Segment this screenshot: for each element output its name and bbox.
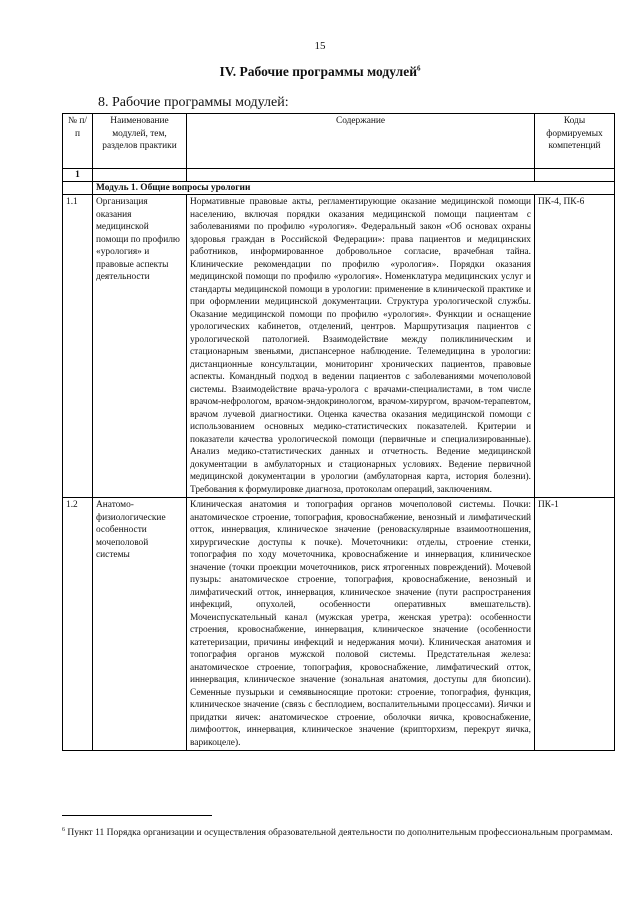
row-num: 1.1 [63,195,93,498]
column-number-cell [187,169,535,182]
column-number-row [63,169,615,182]
header-name: Наименование модулей, тем, разделов практики [93,114,187,169]
section-title-text: IV. Рабочие программы модулей [219,64,417,79]
modules-table [62,113,615,751]
table-row [63,498,615,751]
footnote-reference: 6 [416,64,421,73]
row-codes: ПК-4, ПК-6 [535,195,615,498]
page-number: 15 [314,40,326,52]
table-header-row [63,114,615,169]
section-title [0,64,640,80]
column-number-1: 1 [63,169,93,182]
module-row-num [63,182,93,195]
footnote [62,823,614,840]
module-title: Модуль 1. Общие вопросы урологии [93,182,615,195]
row-codes: ПК-1 [535,498,615,751]
subsection-title: 8. Рабочие программы модулей: [98,95,289,110]
footnote-divider [62,815,212,816]
row-name: Анатомо-физиологические особенности мочеполовой системы [93,498,187,751]
module-row [63,182,615,195]
row-content: Нормативные правовые акты, регламентирующие оказание медицинской помощи населению, включая порядки оказания медицинской помощи пациентам с заболеваниями по профилю «урология». Федеральный закон «Об основах охраны здоровья граждан в Российской Федерации»: права пациентов и медицинских работников, информированное добровольное согласие, врачебная тайна. Клинические рекомендации по профилю «урология». Порядки оказания медицинской помощи по профилю «урология». Номенклатура медицинских услуг и стандарты медицинской помощи в урологии: применение в клинической практике и при оформлении медицинской документации. Структура урологической службы. Оказание медицинской помощи по профилю «урология». Функции и оснащение урологических кабинетов, отделений, центров. Маршрутизация пациентов с урологической патологией. Взаимодействие между поликлиническим и стационарным звеньями, диспансерное наблюдение. Телемедицина в урологии: дистанционные консультации, мониторинг хронических пациентов, правовые аспекты. Командный подход в ведении пациентов с заболеваниями мочеполовой системы. Взаимодействие врача-уролога с врачами-специалистами, в том числе врачом-нефрологом, врачом-эндокринологом, врачом-хирургом, врачом-терапевтом, врачом лучевой диагностики. Оценка качества оказания медицинской помощи с использованием основных медико-статистических показателей. Критерии и показатели качества урологической помощи (первичные и специализированные). Анализ медико-статистических данных и отчетность. Ведение медицинской документации в амбулаторных и стационарных условиях. Ведение первичной медицинской документации в урологии (амбулаторная карта, история болезни). Требования к формулировке диагноза, протоколам операций, заключениям. [187,195,535,498]
row-num: 1.2 [63,498,93,751]
column-number-cell [535,169,615,182]
column-number-cell [93,169,187,182]
footnote-mark: 6 [62,827,65,833]
row-name: Организация оказания медицинской помощи по профилю «урология» и правовые аспекты деятельности [93,195,187,498]
footnote-text: Пункт 11 Порядка организации и осуществления образовательной деятельности по дополнительным профессиональным программам. [67,828,613,839]
row-content: Клиническая анатомия и топография органов мочеполовой системы. Почки: анатомическое строение, топография, кровоснабжение, венозный и лимфатический отток, иннервация, клиническое значение (реноваскулярные взаимоотношения, хирургические доступы к почке). Мочеточники: отделы, строение стенки, топография по ходу мочеточника, кровоснабжение и иннервация, клиническое значение (точки проекции мочеточников, риск ятрогенных повреждений). Мочевой пузырь: анатомическое строение, топография, кровоснабжение, венозный и лимфатический отток, иннервация, клиническое значение (пути распространения инфекций, опухолей, особенности оперативных вмешательств). Мочеиспускательный канал (мужская уретра, женская уретра): особенности строения, кровоснабжение, иннервация, клиническое значение (особенности катетеризации, причины инфекций и недержания мочи). Клиническая анатомия и топография органов мужской половой системы. Предстательная железа: анатомическое строение, топография, кровоснабжение, лимфатический отток, иннервация, клиническое значение (зональная анатомия, доступы для биопсии). Семенные пузырьки и семявыносящие протоки: строение, топография, функция, клиническое значение (связь с бесплодием, воспалительными процессами). Яички и придатки яичек: анатомическое строение, оболочки яичка, кровоснабжение, лимфоотток, иннервация, клиническое значение (крипторхизм, перекрут яичка, варикоцеле). [187,498,535,751]
header-num: № п/п [63,114,93,169]
table-row [63,195,615,498]
header-codes: Коды формируемых компетенций [535,114,615,169]
header-content: Содержание [187,114,535,169]
